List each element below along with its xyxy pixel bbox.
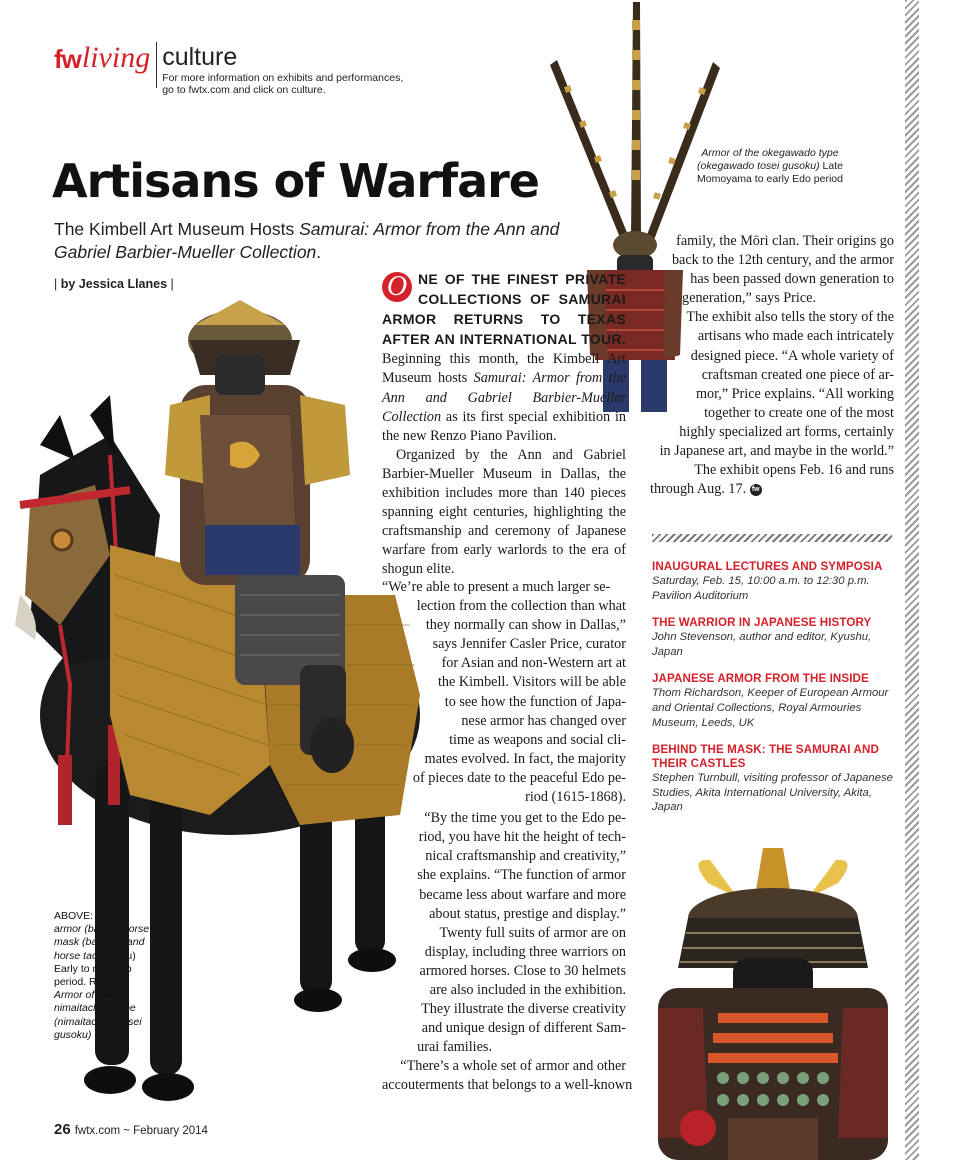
text-line: riod (1615-1868). bbox=[525, 789, 626, 806]
text-line: display, including three warriors on bbox=[424, 943, 626, 960]
text-line: about status, prestige and display.” bbox=[429, 905, 626, 922]
text-line: in Japanese art, and maybe in the world.” bbox=[659, 443, 894, 460]
text-line: Twenty full suits of armor are on bbox=[439, 924, 626, 941]
text-line: through Aug. 17. bbox=[650, 481, 747, 498]
caption-okegawado-title: Armor of the okegawado type (okegawado tosei gusoku) bbox=[697, 147, 839, 172]
text-line: are also included in the exhibition. bbox=[429, 981, 626, 998]
byline-author: by Jessica Llanes bbox=[60, 277, 168, 291]
lead-caps: NE OF THE FINEST PRIVATE COLLECTIONS OF SAMURAI ARMOR RETURNS TO TEXAS AFTER AN INTERNATIONAL TOUR. bbox=[382, 271, 626, 348]
text-line: mates evolved. In fact, the majority bbox=[424, 750, 626, 767]
caption-horse-armor bbox=[54, 910, 154, 1042]
section-info-line-2: go to fwtx.com and click on culture. bbox=[162, 84, 326, 96]
text-line: nical craftsmanship and creativity,” bbox=[425, 848, 626, 865]
caption-part: Armor of the nimaitachido type (nimaitachido tosei gusoku) bbox=[54, 989, 142, 1041]
text-line: accouterments that belongs to a well-known bbox=[382, 1077, 633, 1094]
text-line: to see how the function of Japa- bbox=[444, 693, 626, 710]
brand-fw: fw bbox=[54, 44, 81, 74]
text-line: “There’s a whole set of armor and other bbox=[400, 1058, 626, 1075]
text-line: says Jennifer Casler Price, curator bbox=[432, 636, 626, 653]
deck-exhibition-title: Samurai: Armor from the Ann and Gabriel Barbier-Mueller Collection bbox=[54, 219, 560, 262]
text-line: “By the time you get to the Edo pe- bbox=[424, 810, 626, 827]
event-item bbox=[652, 616, 902, 659]
text-line: They illustrate the diverse creativity bbox=[421, 1001, 626, 1018]
caption-part: (bagu) Early to mid-Edo period. RIGHT: bbox=[54, 949, 136, 989]
section-block bbox=[162, 42, 403, 96]
deck-suffix: . bbox=[316, 242, 322, 262]
text-line: together to create one of the most bbox=[704, 404, 894, 421]
text-line: armored horses. Close to 30 helmets bbox=[419, 962, 626, 979]
text-line: The exhibit opens Feb. 16 and runs bbox=[694, 462, 894, 479]
caption-okegawado bbox=[690, 147, 850, 186]
byline-prefix: | bbox=[54, 277, 61, 291]
article-body-wrap-block bbox=[382, 578, 633, 1096]
text-line: “We’re able to present a much larger se- bbox=[382, 579, 611, 595]
article-deck bbox=[54, 218, 594, 264]
byline bbox=[54, 277, 174, 291]
text-line: became less about warfare and more bbox=[419, 886, 626, 903]
article-body-column-1 bbox=[382, 270, 626, 580]
byline-suffix: | bbox=[167, 277, 174, 291]
text-line: nese armor has changed over bbox=[461, 712, 626, 729]
text-line: urai families. bbox=[417, 1039, 492, 1056]
event-detail: Saturday, Feb. 15, 10:00 a.m. to 12:30 p.m. Pavilion Auditorium bbox=[652, 575, 870, 602]
page-folio bbox=[54, 1121, 208, 1138]
event-title: BEHIND THE MASK: THE SAMURAI AND THEIR CASTLES bbox=[652, 743, 879, 771]
lead-exhibition-title: Samurai: Armor from the Ann and Gabriel Barbier-Mueller Collection bbox=[382, 370, 626, 425]
caption-part: Horse armor (bagai), horse mask (bamen), and horse tack bbox=[54, 910, 150, 962]
lead-text-a: Beginning this month, the Kimbell Art Museum hosts bbox=[382, 351, 626, 387]
text-line: for Asian and non-Western art at bbox=[441, 655, 626, 672]
event-title: INAUGURAL LECTURES AND SYMPOSIA bbox=[652, 560, 883, 573]
text-line: craftsman created one piece of ar- bbox=[701, 366, 894, 383]
text-line: generation,” says Price. bbox=[682, 290, 816, 307]
section-header bbox=[54, 41, 404, 96]
text-line: she explains. “The function of armor bbox=[417, 867, 626, 884]
caption-okegawado-period: Late Momoyama to early Edo period bbox=[697, 160, 843, 185]
article-paragraph: Organized by the Ann and Gabriel Barbier-Mueller Museum in Dallas, the exhibition includes more than 140 pieces spanning eight centuries, highlighting the craftsmanship and ceremony of Japanese warfare from early warlords to the era of shogun elite. bbox=[382, 446, 626, 578]
event-item bbox=[652, 672, 902, 730]
text-line: they normally can show in Dallas,” bbox=[425, 617, 626, 634]
text-line: artisans who made each intricately bbox=[697, 328, 894, 345]
text-line: lection from the collection than what bbox=[416, 598, 626, 615]
nimaitachido-armor-photo bbox=[628, 838, 918, 1160]
events-sidebar bbox=[652, 560, 902, 828]
text-line: mor,” Price explains. “All working bbox=[695, 385, 894, 402]
section-name: culture bbox=[162, 43, 238, 71]
text-line: has been passed down generation to bbox=[690, 271, 894, 288]
text-line: back to the 12th century, and the armor bbox=[671, 252, 894, 269]
text-line: the Kimbell. Visitors will be able bbox=[437, 674, 626, 691]
text-line: designed piece. “A whole variety of bbox=[690, 347, 894, 364]
page-number: 26 bbox=[54, 1121, 71, 1138]
lead-text-b: as its first special exhibition in the new Renzo Piano Pavilion. bbox=[382, 408, 626, 444]
drop-cap: O bbox=[382, 272, 412, 302]
article-body-column-2 bbox=[650, 232, 894, 499]
text-line-with-end-mark bbox=[650, 480, 894, 499]
publication-date: fwtx.com ~ February 2014 bbox=[74, 1125, 208, 1137]
text-line: highly specialized art forms, certainly bbox=[679, 423, 894, 440]
event-item bbox=[652, 560, 902, 603]
text-line: time as weapons and social cli- bbox=[449, 731, 626, 748]
deck-prefix: The Kimbell Art Museum Hosts bbox=[54, 219, 300, 239]
event-item bbox=[652, 743, 902, 815]
fw-end-mark-icon: fw bbox=[750, 484, 762, 496]
text-line: of pieces date to the peaceful Edo pe- bbox=[412, 769, 626, 786]
event-detail: Thom Richardson, Keeper of European Armour and Oriental Collections, Royal Armouries Museum, Leeds, UK bbox=[652, 687, 889, 729]
text-line: family, the Mōri clan. Their origins go bbox=[676, 233, 894, 249]
event-detail: Stephen Turnbull, visiting professor of Japanese Studies, Akita International University, Akita, Japan bbox=[652, 772, 893, 814]
text-line: and unique design of different Sam- bbox=[421, 1020, 626, 1037]
article-lead-paragraph bbox=[382, 270, 626, 446]
text-line: riod, you have hit the height of tech- bbox=[418, 829, 626, 846]
text-line: The exhibit also tells the story of the bbox=[686, 309, 894, 326]
event-detail: John Stevenson, author and editor, Kyushu, Japan bbox=[652, 631, 872, 658]
event-title: JAPANESE ARMOR FROM THE INSIDE bbox=[652, 672, 869, 686]
section-info-line-1: For more information on exhibits and performances, bbox=[162, 72, 404, 84]
article-headline: Artisans of Warfare bbox=[52, 154, 539, 208]
sidebar-hatch-rule bbox=[652, 534, 892, 542]
header-divider bbox=[156, 42, 157, 88]
caption-part: ABOVE: bbox=[54, 910, 97, 922]
brand-living: living bbox=[81, 41, 151, 74]
event-title: THE WARRIOR IN JAPANESE HISTORY bbox=[652, 616, 872, 630]
